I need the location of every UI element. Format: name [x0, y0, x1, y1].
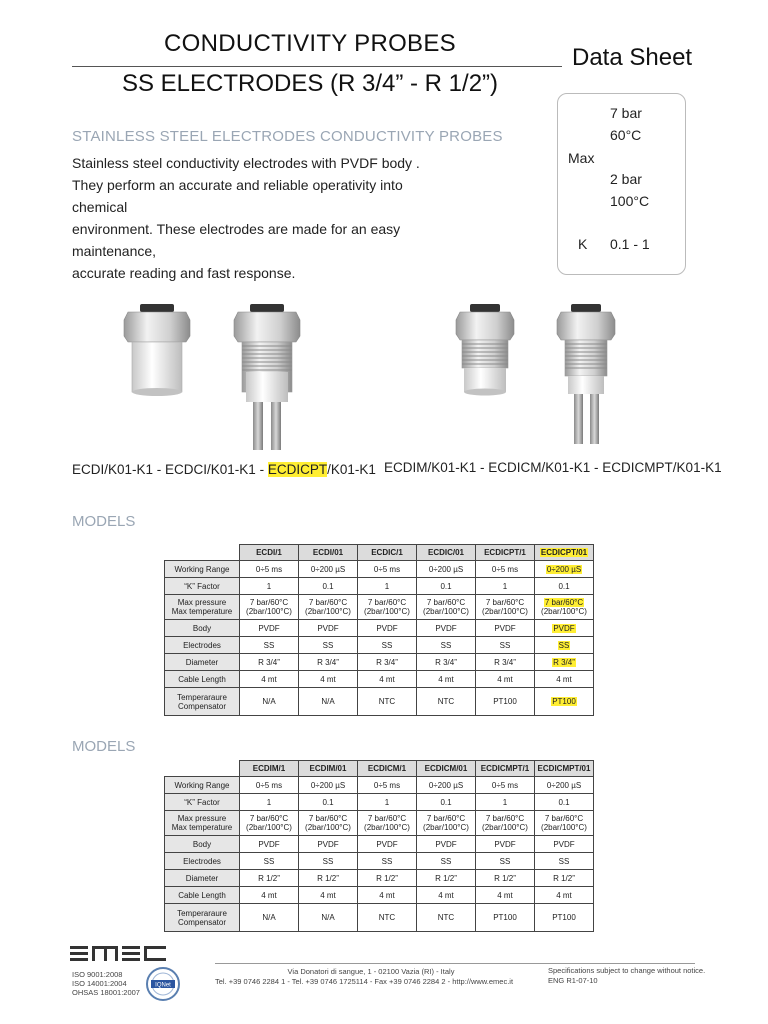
table-cell: R 3/4” [358, 654, 417, 671]
title-line-1: CONDUCTIVITY PROBES [164, 30, 456, 57]
iso-line: ISO 14001:2004 [72, 979, 127, 988]
table-cell: 0÷200 µS [535, 777, 594, 794]
cell-line: 7 bar/60°C [249, 598, 289, 607]
table-cell: R 1/2” [358, 870, 417, 887]
cell-line: (2bar/100°C) [482, 823, 528, 832]
table-row [165, 870, 594, 887]
row-label: Diameter [165, 654, 240, 671]
table-cell: 1 [476, 794, 535, 811]
table-cell: 1 [358, 794, 417, 811]
table-cell: 0÷5 ms [476, 777, 535, 794]
cell-highlight: PT100 [552, 697, 576, 706]
caption-left-post: /K01-K1 [327, 462, 376, 477]
table-cell: PVDF [535, 836, 594, 853]
intro-line-4: accurate reading and fast response. [72, 265, 296, 281]
table-cell: 0÷200 µS [299, 561, 358, 578]
table-cell: R 1/2” [299, 870, 358, 887]
row-label [165, 688, 240, 716]
table-cell: PVDF [240, 836, 299, 853]
cell-line: 7 bar/60°C [426, 814, 466, 823]
table-cell: PT100 [535, 904, 594, 932]
row-label: Diameter [165, 870, 240, 887]
table-cell: SS [358, 637, 417, 654]
table-cell: N/A [299, 904, 358, 932]
table-cell: 4 mt [240, 887, 299, 904]
table-header: ECDIM/1 [240, 761, 299, 777]
table-cell: N/A [240, 688, 299, 716]
table-cell: 0÷5 ms [358, 561, 417, 578]
table-cell: R 1/2” [476, 870, 535, 887]
caption-left-highlight: ECDICPT [267, 462, 328, 477]
table-cell-highlighted [535, 561, 594, 578]
row-label: Body [165, 836, 240, 853]
table-row [165, 637, 594, 654]
intro-paragraph [72, 152, 452, 284]
cell-line: 7 bar/60°C [485, 598, 525, 607]
table-row [165, 561, 594, 578]
table-cell [476, 811, 535, 836]
table-header: ECDI/01 [299, 545, 358, 561]
table-row [165, 811, 594, 836]
table-cell: 4 mt [417, 671, 476, 688]
table-cell [299, 595, 358, 620]
table-cell: NTC [417, 904, 476, 932]
cell-line: 7 bar/60°C [485, 814, 525, 823]
table-cell: 0÷200 µS [417, 777, 476, 794]
spec-temp-1: 60°C [610, 127, 642, 143]
cell-line: (2bar/100°C) [364, 607, 410, 616]
table-cell: 1 [476, 578, 535, 595]
cell-line: (2bar/100°C) [423, 607, 469, 616]
table-row [165, 578, 594, 595]
spec-temp-2: 100°C [610, 193, 650, 209]
table-row [165, 654, 594, 671]
badge-text: IQNet [155, 982, 171, 989]
section-subheading: STAINLESS STEEL ELECTRODES CONDUCTIVITY PROBES [72, 128, 503, 145]
table-cell: 1 [358, 578, 417, 595]
row-label-line: Max temperature [171, 823, 233, 832]
probe-image-ecdicpt [234, 304, 300, 450]
table-row [165, 595, 594, 620]
table-cell [358, 595, 417, 620]
table-cell [476, 595, 535, 620]
table-cell: R 1/2” [240, 870, 299, 887]
cell-highlight: SS [558, 640, 570, 650]
table-cell: SS [476, 637, 535, 654]
table-cell: 4 mt [299, 671, 358, 688]
table-row [165, 853, 594, 870]
row-label: “K” Factor [165, 578, 240, 595]
table-header: ECDICPT/1 [476, 545, 535, 561]
row-label-line: Max pressure [177, 598, 227, 607]
row-label: Electrodes [165, 853, 240, 870]
table-cell [417, 811, 476, 836]
table-cell: 4 mt [240, 671, 299, 688]
iso-line: OHSAS 18001:2007 [72, 988, 140, 997]
spec-pressure-1: 7 bar [610, 105, 642, 121]
table-cell: SS [240, 853, 299, 870]
table-row [165, 777, 594, 794]
title-divider [72, 66, 562, 67]
row-label: Electrodes [165, 637, 240, 654]
table-cell [240, 811, 299, 836]
table-cell: SS [476, 853, 535, 870]
table-cell: SS [358, 853, 417, 870]
table-cell: SS [417, 637, 476, 654]
table-cell: PVDF [476, 836, 535, 853]
cell-highlight: PVDF [553, 623, 575, 633]
table-row [165, 887, 594, 904]
caption-left [72, 462, 376, 477]
row-label-line: Temperaraure [177, 908, 227, 918]
row-label-line: Compensator [177, 917, 227, 927]
table-header: ECDIC/1 [358, 545, 417, 561]
caption-left-pre: ECDI/K01-K1 - ECDCI/K01-K1 - [72, 462, 268, 477]
table-corner [165, 545, 240, 561]
table-cell: PVDF [358, 836, 417, 853]
table-cell: R 3/4” [299, 654, 358, 671]
table-cell-highlighted [535, 688, 594, 716]
models-table-2 [164, 760, 594, 932]
row-label: “K” Factor [165, 794, 240, 811]
address-text: Via Donatori di sangue, 1 - 02100 Vazia (RI) - Italy [287, 967, 455, 976]
table-cell: 4 mt [299, 887, 358, 904]
row-label: Cable Length [165, 887, 240, 904]
table-header: ECDIM/01 [299, 761, 358, 777]
table-cell-highlighted [535, 654, 594, 671]
table-row [165, 836, 594, 853]
cell-line: 7 bar/60°C [544, 814, 584, 823]
spec-k-value: 0.1 - 1 [610, 236, 650, 252]
table-row [165, 671, 594, 688]
table-cell: PVDF [417, 620, 476, 637]
table-row [165, 794, 594, 811]
cell-line: 7 bar/60°C [367, 598, 407, 607]
table-cell: 0.1 [299, 578, 358, 595]
row-label: Working Range [165, 777, 240, 794]
table-cell: R 3/4” [476, 654, 535, 671]
table-cell: R 3/4” [417, 654, 476, 671]
table-cell: R 1/2” [417, 870, 476, 887]
cell-line: 7 bar/60°C [308, 814, 348, 823]
table-cell: PT100 [476, 688, 535, 716]
table-cell: R 1/2” [535, 870, 594, 887]
cell-line: (2bar/100°C) [541, 823, 587, 832]
emec-logo [70, 943, 170, 965]
table-cell: 0÷5 ms [476, 561, 535, 578]
table-cell: PVDF [299, 620, 358, 637]
logo-text: EMEC [70, 943, 73, 944]
table-cell: 0.1 [535, 794, 594, 811]
cell-line: (2bar/100°C) [246, 607, 292, 616]
intro-line-1: Stainless steel conductivity electrodes with PVDF body . [72, 155, 420, 171]
models-heading-2: MODELS [72, 738, 136, 755]
row-label: Cable Length [165, 671, 240, 688]
table-cell: 0.1 [535, 578, 594, 595]
table-header-row [165, 545, 594, 561]
footer-contacts: Tel. +39 0746 2284 1 - Tel. +39 0746 1725114 - Fax +39 0746 2284 2 - http://www.emec.it [215, 977, 514, 986]
table-header: ECDICMPT/01 [535, 761, 594, 777]
table-cell: 0÷5 ms [240, 561, 299, 578]
models-table-1 [164, 544, 594, 716]
probe-image-ecdim [456, 304, 514, 396]
cell-line [535, 598, 593, 607]
intro-line-3: environment. These electrodes are made for an easy maintenance, [72, 221, 401, 259]
table-cell: PVDF [476, 620, 535, 637]
table-cell: 1 [240, 578, 299, 595]
table-cell-highlighted [535, 620, 594, 637]
table-cell-highlighted [535, 637, 594, 654]
table-cell: SS [240, 637, 299, 654]
table-cell: NTC [358, 688, 417, 716]
table-cell: 4 mt [476, 671, 535, 688]
table-cell: SS [417, 853, 476, 870]
cell-line: 7 bar/60°C [308, 598, 348, 607]
row-label-line: Max pressure [177, 814, 227, 823]
intro-line-2: They perform an accurate and reliable operativity into chemical [72, 177, 403, 215]
footer-notice: Specifications subject to change without notice. [548, 966, 706, 975]
table-header: ECDICM/01 [417, 761, 476, 777]
table-cell: PT100 [476, 904, 535, 932]
cell-line: (2bar/100°C) [482, 607, 528, 616]
row-label-line: Compensator [177, 701, 227, 711]
table-cell: PVDF [240, 620, 299, 637]
table-cell: 0.1 [299, 794, 358, 811]
row-label [165, 904, 240, 932]
table-cell [535, 811, 594, 836]
row-label-line: Max temperature [171, 607, 233, 616]
table-cell: SS [535, 853, 594, 870]
table-cell: 0÷200 µS [417, 561, 476, 578]
table-cell: 4 mt [476, 887, 535, 904]
table-cell: PVDF [299, 836, 358, 853]
table-cell [417, 595, 476, 620]
table-cell: PVDF [417, 836, 476, 853]
cell-line: 7 bar/60°C [426, 598, 466, 607]
table-cell: NTC [358, 904, 417, 932]
cell-line: 7 bar/60°C [249, 814, 289, 823]
table-cell: 4 mt [358, 887, 417, 904]
cell-line: (2bar/100°C) [423, 823, 469, 832]
footer-revision: ENG R1-07-10 [548, 976, 598, 985]
table-cell [299, 811, 358, 836]
table-cell: 4 mt [358, 671, 417, 688]
table-row [165, 688, 594, 716]
table-header: ECDICM/1 [358, 761, 417, 777]
caption-right: ECDIM/K01-K1 - ECDICM/K01-K1 - ECDICMPT/K01-K1 [384, 460, 722, 475]
table-cell: 0÷5 ms [358, 777, 417, 794]
table-cell: 4 mt [535, 887, 594, 904]
table-header: ECDICMPT/1 [476, 761, 535, 777]
table-cell: 4 mt [417, 887, 476, 904]
table-cell: NTC [417, 688, 476, 716]
cell-line: (2bar/100°C) [246, 823, 292, 832]
table-header-row [165, 761, 594, 777]
table-corner [165, 761, 240, 777]
spec-k-label: K [578, 236, 588, 252]
cell-highlight: 0÷200 µS [546, 564, 582, 574]
cell-line: 7 bar/60°C [367, 814, 407, 823]
header-highlight: ECDICPT/01 [540, 548, 588, 557]
row-label [165, 595, 240, 620]
table-cell: 0÷5 ms [240, 777, 299, 794]
spec-max-label: Max [568, 150, 595, 166]
row-label [165, 811, 240, 836]
title-line-2: SS ELECTRODES (R 3/4” - R 1/2”) [121, 70, 499, 97]
table-cell [358, 811, 417, 836]
probe-image-ecdi [124, 304, 190, 396]
table-cell: 0÷200 µS [299, 777, 358, 794]
table-cell-highlighted [535, 595, 594, 620]
cell-line: (2bar/100°C) [364, 823, 410, 832]
table-cell: 1 [240, 794, 299, 811]
table-cell: PVDF [358, 620, 417, 637]
table-cell: 4 mt [535, 671, 594, 688]
cell-highlight: R 3/4” [553, 657, 575, 667]
table-cell [240, 595, 299, 620]
table-header-highlighted [535, 545, 594, 561]
models-heading-1: MODELS [72, 513, 136, 530]
spec-pressure-2: 2 bar [610, 171, 642, 187]
table-cell: SS [299, 637, 358, 654]
cell-highlight: 7 bar/60°C [544, 598, 584, 607]
cell-line: (2bar/100°C) [305, 823, 351, 832]
table-header: ECDI/1 [240, 545, 299, 561]
table-cell: 0.1 [417, 578, 476, 595]
table-cell: N/A [240, 904, 299, 932]
table-row [165, 904, 594, 932]
table-cell: SS [299, 853, 358, 870]
probe-illustrations [0, 290, 768, 460]
cell-line: (2bar/100°C) [541, 607, 587, 616]
probe-image-ecdicmpt [557, 304, 615, 444]
cell-line: (2bar/100°C) [305, 607, 351, 616]
row-label: Working Range [165, 561, 240, 578]
doc-type-label: Data Sheet [572, 44, 693, 71]
iso-line: ISO 9001:2008 [72, 970, 123, 979]
row-label-line: Temperaraure [177, 692, 227, 702]
table-header: ECDIC/01 [417, 545, 476, 561]
table-cell: R 3/4” [240, 654, 299, 671]
table-cell: 0.1 [417, 794, 476, 811]
table-row [165, 620, 594, 637]
footer-divider [215, 963, 695, 964]
row-label: Body [165, 620, 240, 637]
table-cell: N/A [299, 688, 358, 716]
